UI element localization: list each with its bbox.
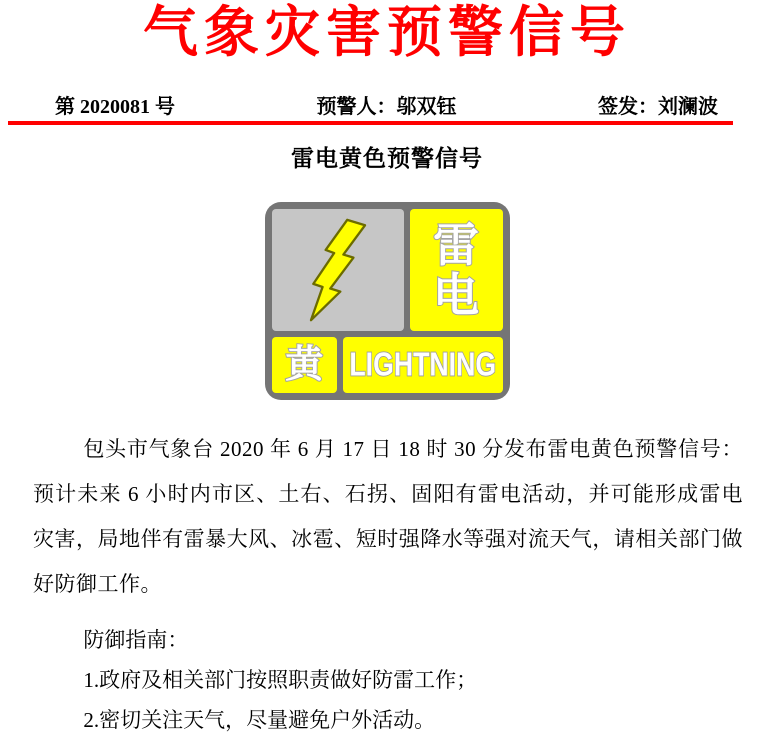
- sign-english-label: LIGHTNING: [349, 346, 497, 383]
- bolt-panel: [272, 209, 404, 331]
- sign-char-lei: 雷: [433, 219, 479, 271]
- lightning-bolt-icon: [294, 216, 382, 324]
- signer-name: 签发：刘澜波: [598, 96, 718, 118]
- sign-char-dian: 电: [433, 269, 479, 321]
- defense-guide-item-2: 2.密切关注天气，尽量避免户外活动。: [83, 708, 436, 732]
- warning-subtitle: 雷电黄色预警信号: [291, 146, 483, 171]
- defense-guide: [33, 620, 743, 740]
- doc-number: 第 2020081 号: [55, 96, 175, 118]
- doc-info-bar: [55, 90, 718, 119]
- lightning-warning-sign: [265, 202, 510, 400]
- sign-bottom-row: [272, 337, 503, 393]
- sign-level-char: 黄: [285, 344, 324, 386]
- sign-top-row: [272, 209, 503, 331]
- defense-guide-item-1: 1.政府及相关部门按照职责做好防雷工作；: [83, 668, 478, 692]
- page-title: 气象灾害预警信号: [142, 1, 631, 63]
- defense-guide-title: 防御指南：: [83, 628, 189, 652]
- sign-english-panel: [343, 337, 503, 393]
- issuer-name: 预警人：邬双钰: [316, 96, 457, 118]
- warning-document-page: [0, 1, 774, 732]
- red-divider: [8, 121, 733, 125]
- sign-name-panel: [410, 209, 503, 331]
- sign-level-panel: [272, 337, 338, 393]
- warning-body-text: 包头市气象台 2020 年 6 月 17 日 18 时 30 分发布雷电黄色预警信号：预计未来 6 小时内市区、土右、石拐、固阳有雷电活动，并可能形成雷电灾害，局地伴有雷暴大风、冰雹、短时强降水等强对流天气，请相关部门做好防御工作。: [33, 437, 743, 596]
- warning-sign-container: [0, 202, 774, 400]
